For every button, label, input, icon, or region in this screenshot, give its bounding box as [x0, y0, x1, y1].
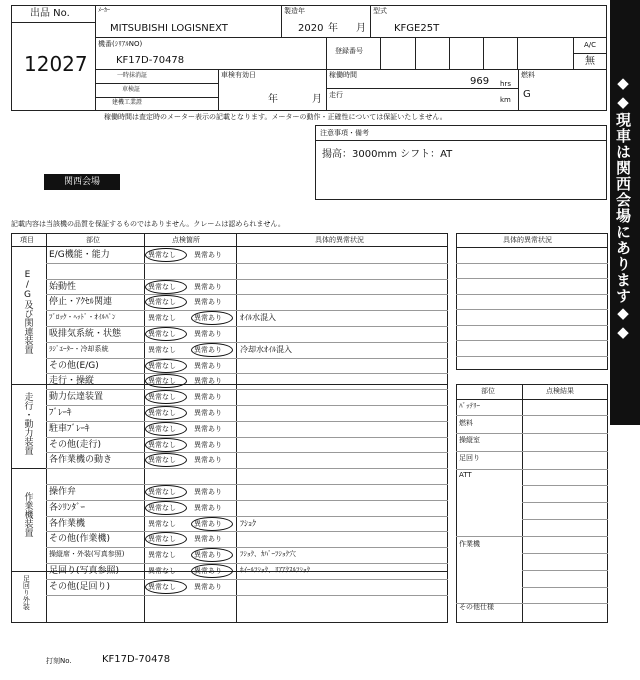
- row-part: 駐車ﾌﾞﾚｰｷ: [49, 424, 90, 434]
- ok-option: 異常なし: [148, 409, 176, 417]
- disclaimer: 記載内容は当該機の品質を保証するものではありません。クレームは認められません。: [11, 220, 285, 228]
- group-drive: 走行・動力装置: [22, 392, 33, 455]
- result-row-label: 操縦室: [459, 436, 480, 444]
- ok-option: 異常なし: [148, 504, 176, 512]
- hours-unit: hrs: [500, 80, 511, 88]
- result-row-label: 燃料: [459, 419, 473, 427]
- insp-year: 年: [268, 94, 278, 105]
- ok-mark-circle: [145, 280, 187, 294]
- ok-option: 異常なし: [148, 283, 176, 291]
- ok-mark-circle: [145, 406, 187, 420]
- result-col-part: 部位: [481, 387, 495, 395]
- row-part: 停止・ｱｸｾﾙ関連: [49, 297, 113, 307]
- ok-option: 異常なし: [148, 425, 176, 433]
- row-part: その他(走行): [49, 440, 102, 450]
- ng-option: 異常あり: [194, 551, 222, 559]
- row-detail: ﾎｲｰﾙﾌｼｮｸ、ﾘｱｱｸｽﾙﾌｼｮｸ: [240, 566, 310, 574]
- ng-option: 異常あり: [194, 583, 222, 591]
- ok-mark-circle: [145, 295, 187, 309]
- row-part: その他(E/G): [49, 361, 99, 371]
- ng-option: 異常あり: [194, 488, 222, 496]
- notes-title: 注意事項・備考: [320, 129, 369, 137]
- row-part: ﾗｼﾞｴｰﾀｰ・冷却系統: [49, 345, 109, 353]
- hours-label: 稼働時間: [329, 71, 357, 79]
- hours-value: 969: [470, 76, 490, 87]
- ng-option: 異常あり: [194, 393, 222, 401]
- model-label: 型式: [373, 7, 387, 15]
- ok-mark-circle: [145, 580, 187, 594]
- ng-option: 異常あり: [194, 504, 222, 512]
- ok-option: 異常なし: [148, 488, 176, 496]
- row-part: 各作業機の動き: [49, 455, 113, 465]
- ok-mark-circle: [145, 501, 187, 515]
- ok-mark-circle: [145, 532, 187, 546]
- ng-mark-circle: [191, 564, 233, 578]
- ok-mark-circle: [145, 374, 187, 388]
- month-unit: 月: [356, 23, 366, 34]
- ok-option: 異常なし: [148, 314, 176, 322]
- result-row-label: その他仕様: [459, 603, 494, 611]
- detail-table: [456, 233, 608, 370]
- row-part: ﾌﾞﾛｯｸ・ﾍｯﾄﾞ・ｵｲﾙﾊﾟﾝ: [49, 313, 116, 321]
- ok-option: 異常なし: [148, 330, 176, 338]
- row-part: その他(足回り): [49, 582, 111, 592]
- serial-label: 機番(ｼﾘｱﾙNO): [98, 40, 143, 48]
- lot-label: 出品 No.: [30, 8, 70, 19]
- hours-note: 稼働時間は査定時のメーター表示の記載となります。メーターの動作・正確性については保証いたしません。: [104, 113, 447, 121]
- ok-mark-circle: [145, 390, 187, 404]
- ok-option: 異常なし: [148, 535, 176, 543]
- row-detail: ﾌｼｮｸ: [240, 519, 256, 528]
- group-undercarriage: 足回り外装: [22, 575, 31, 610]
- ng-option: 異常あり: [194, 314, 222, 322]
- footer-label: 打刻No.: [46, 657, 72, 665]
- ng-option: 異常あり: [194, 456, 222, 464]
- year-unit: 年: [328, 23, 338, 34]
- col-check: 点検箇所: [172, 236, 200, 244]
- ng-option: 異常あり: [194, 346, 222, 354]
- notes-value: 揚高：3000mm シフト：AT: [322, 149, 453, 160]
- row-detail: 冷却水ｵｲﾙ混入: [240, 345, 292, 354]
- ok-option: 異常なし: [148, 456, 176, 464]
- result-col-result: 点検結果: [546, 387, 574, 395]
- row-part: 操縦席・外装(写真参照): [49, 550, 125, 558]
- footer-value: KF17D-70478: [102, 654, 171, 665]
- ng-option: 異常あり: [194, 409, 222, 417]
- run-label: 走行: [329, 91, 343, 99]
- ng-mark-circle: [191, 517, 233, 531]
- ac-value: 無: [585, 56, 595, 67]
- ok-option: 異常なし: [148, 377, 176, 385]
- ng-option: 異常あり: [194, 298, 222, 306]
- run-unit: km: [500, 96, 511, 104]
- row-detail: ｵｲﾙ水混入: [240, 313, 276, 322]
- cert-label-2: 車検証: [122, 86, 141, 93]
- group-work: 作業機装置: [22, 492, 33, 537]
- ok-option: 異常なし: [148, 567, 176, 575]
- result-row-label: ﾊﾞｯﾃﾘｰ: [459, 402, 480, 410]
- fuel-label: 燃料: [521, 71, 535, 79]
- row-part: E/G機能・能力: [49, 250, 110, 260]
- col-part: 部位: [86, 236, 100, 244]
- cert-label-1: 一時抹消証: [117, 72, 148, 79]
- ok-option: 異常なし: [148, 298, 176, 306]
- result-row-label: ATT: [459, 471, 472, 479]
- ok-option: 異常なし: [148, 362, 176, 370]
- fuel-value: G: [523, 89, 531, 100]
- maker-label: ﾒｰｶｰ: [98, 7, 111, 14]
- row-part: その他(作業機): [49, 534, 111, 544]
- row-part: 走行・操縦: [49, 376, 95, 386]
- ng-option: 異常あり: [194, 283, 222, 291]
- detail-header: 具体的異常状況: [503, 236, 552, 244]
- ng-option: 異常あり: [194, 535, 222, 543]
- ng-mark-circle: [191, 343, 233, 357]
- year-value: 2020: [298, 23, 324, 34]
- result-row-label: 作業機: [459, 540, 480, 548]
- row-part: ﾌﾞﾚｰｷ: [49, 408, 72, 418]
- ok-option: 異常なし: [148, 551, 176, 559]
- ok-mark-circle: [145, 359, 187, 373]
- ok-mark-circle: [145, 248, 187, 262]
- row-part: 各ｼﾘﾝﾀﾞｰ: [49, 503, 86, 513]
- ok-option: 異常なし: [148, 583, 176, 591]
- inspection-label: 車検有効日: [221, 71, 256, 79]
- ok-mark-circle: [145, 438, 187, 452]
- row-part: 始動性: [49, 282, 77, 292]
- ng-option: 異常あり: [194, 441, 222, 449]
- ng-option: 異常あり: [194, 251, 222, 259]
- maker-value: MITSUBISHI LOGISNEXT: [110, 23, 228, 34]
- ok-mark-circle: [145, 485, 187, 499]
- banner-text: ◆◆現車は関西会場にあります◆◆: [614, 74, 632, 342]
- ng-option: 異常あり: [194, 377, 222, 385]
- ok-option: 異常なし: [148, 520, 176, 528]
- row-part: 吸排気系統・状態: [49, 329, 122, 339]
- ok-mark-circle: [145, 453, 187, 467]
- venue-label: 関西会場: [44, 174, 120, 190]
- serial-value: KF17D-70478: [116, 55, 185, 66]
- ok-option: 異常なし: [148, 346, 176, 354]
- ng-mark-circle: [191, 548, 233, 562]
- row-detail: ﾌｼｮｸ、ｶﾊﾞｰﾌｼｮｸ穴: [240, 550, 296, 558]
- group-engine: E/G及び関連装置: [22, 270, 33, 354]
- col-item: 項目: [20, 236, 34, 244]
- row-part: 動力伝達装置: [49, 392, 104, 402]
- ac-label: A/C: [584, 41, 597, 49]
- reg-label: 登録番号: [335, 47, 363, 55]
- model-value: KFGE25T: [394, 23, 440, 34]
- insp-month: 月: [312, 94, 322, 105]
- ok-mark-circle: [145, 327, 187, 341]
- row-part: 足回り(写真参照): [49, 566, 120, 576]
- col-detail: 具体的異常状況: [315, 236, 364, 244]
- ng-mark-circle: [191, 311, 233, 325]
- row-part: 各作業機: [49, 519, 86, 529]
- result-row-label: 足回り: [459, 454, 480, 462]
- ok-mark-circle: [145, 422, 187, 436]
- ng-option: 異常あり: [194, 362, 222, 370]
- ng-option: 異常あり: [194, 520, 222, 528]
- row-part: 操作弁: [49, 487, 77, 497]
- location-banner: [610, 0, 640, 425]
- year-label: 製造年: [284, 7, 305, 15]
- lot-number: 12027: [24, 52, 88, 76]
- ok-option: 異常なし: [148, 441, 176, 449]
- ng-option: 異常あり: [194, 330, 222, 338]
- ng-option: 異常あり: [194, 567, 222, 575]
- ng-option: 異常あり: [194, 425, 222, 433]
- cert-label-3: 建機工業證: [112, 99, 143, 106]
- ok-option: 異常なし: [148, 251, 176, 259]
- ok-option: 異常なし: [148, 393, 176, 401]
